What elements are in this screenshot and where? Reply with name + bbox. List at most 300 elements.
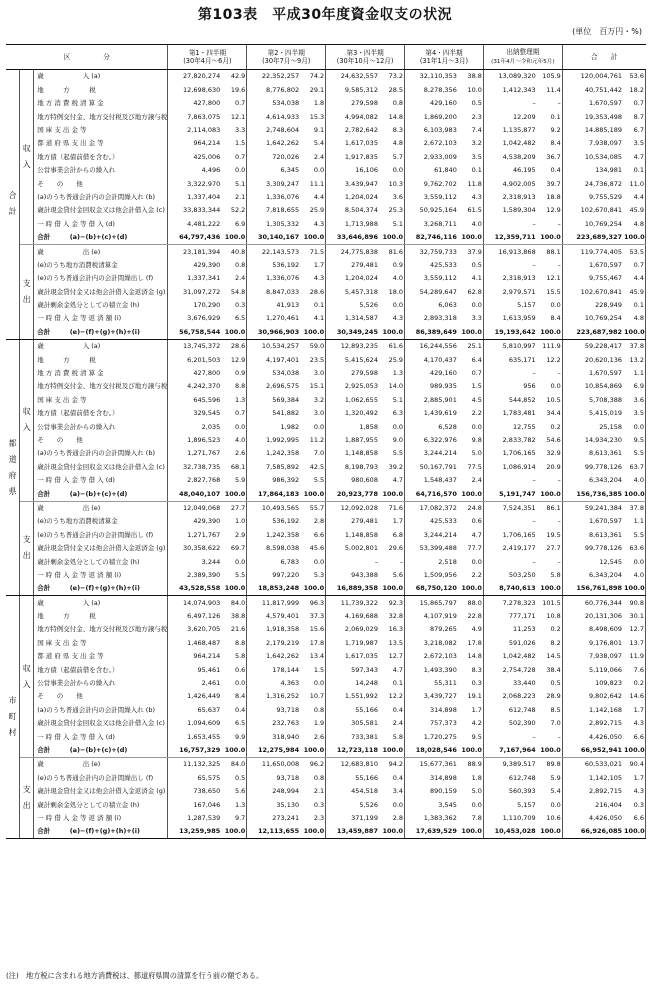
row-label: 歳計現金貸付金又は他会計借入金返済金 (g): [34, 785, 168, 798]
percent-cell: 0.0: [458, 420, 484, 433]
amount-cell: 120,004,761: [580, 72, 623, 81]
percent-cell: 96.3: [300, 596, 326, 610]
percent-cell: 13.4: [300, 650, 326, 663]
amount-cell: 5,526: [359, 301, 378, 310]
amount-cell: 16,913,868: [498, 247, 536, 256]
percent-cell: 1.7: [623, 703, 645, 716]
percent-cell: 5.9: [537, 771, 563, 784]
percent-cell: 77.5: [458, 460, 484, 473]
footnote: (注) 地方税に含まれる地方消費税は、都道府県間の清算を行う前の額である。: [6, 971, 264, 980]
percent-cell: 0.0: [300, 555, 326, 568]
amount-cell: 1,653,455: [187, 732, 221, 741]
section-label: 収 入: [20, 596, 34, 758]
amount-cell: 23,181,394: [183, 247, 221, 256]
percent-cell: 61.5: [458, 204, 484, 217]
percent-cell: 63.7: [623, 460, 645, 473]
amount-cell: 68,750,120: [405, 582, 458, 596]
percent-cell: 8.3: [458, 663, 484, 676]
amount-cell: 3,620,705: [187, 625, 221, 634]
table-row: [6, 596, 646, 610]
amount-cell: 156,736,385: [562, 487, 623, 501]
header-q5: 出納整理期 (31年4月〜令和元年5月): [483, 45, 562, 70]
amount-cell: 4,426,050: [588, 732, 623, 741]
percent-cell: 4.4: [623, 272, 645, 285]
amount-cell: 14,934,230: [584, 435, 623, 444]
amount-cell: 11,253: [512, 625, 536, 634]
percent-cell: 5.1: [379, 393, 405, 406]
percent-cell: 3.2: [300, 393, 326, 406]
section-label: 支 出: [20, 245, 34, 340]
row-label: (e)のうち普通会計内の会計間繰出し (f): [34, 272, 168, 285]
table-row: [6, 528, 646, 541]
amount-cell: 1,917,835: [344, 152, 378, 161]
amount-cell: 279,481: [351, 260, 378, 269]
amount-cell: 5,157: [517, 301, 536, 310]
table-row: [6, 515, 646, 528]
amount-cell: 591,026: [508, 638, 536, 647]
percent-cell: 2.4: [300, 150, 326, 163]
percent-cell: 3.3: [458, 312, 484, 325]
amount-cell: 2,782,642: [344, 126, 378, 134]
row-label: 地方特例交付金、地方交付税及び地方譲与税: [34, 623, 168, 636]
amount-cell: 4,579,401: [266, 612, 300, 621]
amount-cell: 429,160: [429, 99, 457, 108]
amount-cell: 33,440: [512, 679, 536, 688]
amount-cell: 46,195: [512, 166, 536, 175]
row-label: 地 方 消 費 税 清 算 金: [34, 367, 168, 380]
table-row: [6, 177, 646, 190]
amount-cell: 16,757,329: [168, 744, 221, 758]
percent-cell: 1.8: [300, 97, 326, 110]
amount-cell: 329,545: [193, 409, 221, 418]
row-label: 歳計現金貸付金回収金又は他会計借入金 (c): [34, 460, 168, 473]
percent-cell: 81.6: [379, 245, 405, 259]
row-label: 公営事業会計からの繰入れ: [34, 164, 168, 177]
percent-cell: 100.0: [300, 825, 326, 839]
table-row: [6, 353, 646, 366]
percent-cell: 13.2: [623, 353, 645, 366]
percent-cell: 42.5: [300, 460, 326, 473]
percent-cell: 42.9: [221, 70, 247, 84]
percent-cell: 1.7: [300, 258, 326, 271]
percent-cell: 0.4: [537, 164, 563, 177]
percent-cell: 15.5: [537, 285, 563, 298]
table-row: [6, 474, 646, 487]
amount-cell: 5,157: [517, 800, 536, 809]
percent-cell: 59.0: [300, 339, 326, 353]
percent-cell: 4.2: [458, 717, 484, 730]
amount-cell: 5,191,747: [483, 487, 536, 501]
percent-cell: 37.8: [623, 339, 645, 353]
table-row: [6, 272, 646, 285]
percent-cell: 0.0: [379, 798, 405, 811]
amount-cell: 7,278,323: [502, 598, 536, 607]
percent-cell: 28.9: [537, 690, 563, 703]
percent-cell: 96.2: [300, 757, 326, 771]
amount-cell: 1,062,655: [344, 395, 378, 404]
amount-cell: 1,642,262: [266, 652, 300, 661]
row-label: 歳 出 (e): [34, 501, 168, 515]
percent-cell: 3.6: [623, 393, 645, 406]
amount-cell: 30,966,903: [247, 325, 300, 339]
percent-cell: 8.2: [537, 636, 563, 649]
amount-cell: 5,526: [359, 800, 378, 809]
amount-cell: 35,130: [276, 800, 300, 809]
percent-cell: 100.0: [623, 744, 645, 758]
row-label: 地 方 消 費 税 清 算 金: [34, 97, 168, 110]
amount-cell: 60,776,344: [584, 598, 623, 607]
amount-cell: 102,670,841: [580, 206, 623, 215]
percent-cell: 69.7: [221, 542, 247, 555]
table-row: [6, 798, 646, 811]
amount-cell: 102,670,841: [580, 287, 623, 296]
amount-cell: 318,940: [272, 732, 300, 741]
amount-cell: 8,278,356: [423, 85, 457, 94]
amount-cell: 279,598: [351, 369, 378, 378]
header-q1: 第1・四半期 (30年4月〜6月): [168, 45, 247, 70]
amount-cell: 1,094,609: [187, 719, 221, 728]
percent-cell: 100.0: [221, 487, 247, 501]
percent-cell: 0.0: [300, 677, 326, 690]
percent-cell: 38.8: [458, 70, 484, 84]
percent-cell: 100.0: [623, 231, 645, 245]
percent-cell: 100.0: [379, 487, 405, 501]
percent-cell: 71.5: [300, 245, 326, 259]
amount-cell: 1,706,165: [502, 530, 536, 539]
amount-cell: 757,373: [429, 719, 457, 728]
percent-cell: 0.0: [458, 555, 484, 568]
amount-cell: 4,994,082: [344, 112, 378, 121]
table-row: [6, 568, 646, 581]
percent-cell: 5.4: [537, 785, 563, 798]
percent-cell: 100.0: [458, 487, 484, 501]
percent-cell: 5.6: [221, 785, 247, 798]
amount-cell: 30,358,622: [183, 544, 221, 553]
amount-cell: 1,271,767: [187, 530, 221, 539]
amount-cell: 6,103,983: [423, 126, 457, 134]
amount-cell: 1,337,404: [187, 192, 221, 201]
percent-cell: 3.0: [300, 407, 326, 420]
percent-cell: 36.7: [537, 150, 563, 163]
table-row: [6, 204, 646, 217]
row-label: 歳 入 (a): [34, 339, 168, 353]
amount-cell: 597,343: [351, 665, 378, 674]
percent-cell: 5.0: [458, 785, 484, 798]
amount-cell: 429,160: [429, 369, 457, 378]
percent-cell: 1.3: [221, 393, 247, 406]
section-label: 収 入: [20, 70, 34, 245]
percent-cell: 0.1: [537, 110, 563, 123]
amount-cell: 612,748: [508, 773, 536, 782]
percent-cell: 6.9: [221, 217, 247, 230]
amount-cell: 10,769,254: [584, 314, 623, 323]
amount-cell: 8,740,613: [483, 582, 536, 596]
amount-cell: 216,404: [595, 800, 623, 809]
percent-cell: 1.5: [300, 663, 326, 676]
percent-cell: 4.7: [379, 474, 405, 487]
amount-cell: 7,938,097: [588, 652, 623, 661]
amount-cell: 1,670,597: [588, 260, 623, 269]
amount-cell: 13,745,372: [183, 342, 221, 351]
percent-cell: 17.8: [300, 636, 326, 649]
percent-cell: 5.5: [221, 568, 247, 581]
percent-cell: 4.4: [300, 191, 326, 204]
amount-cell: 12,359,711: [483, 231, 536, 245]
percent-cell: 3.0: [300, 367, 326, 380]
amount-cell: 9,762,702: [423, 179, 457, 188]
amount-cell: 5,415,624: [344, 355, 378, 364]
percent-cell: 7.0: [300, 447, 326, 460]
amount-cell: 2,748,604: [266, 126, 300, 134]
amount-cell: 93,718: [276, 773, 300, 782]
table-row: [6, 717, 646, 730]
amount-cell: 6,345: [280, 166, 300, 175]
percent-cell: 2.1: [221, 191, 247, 204]
table-row: [6, 367, 646, 380]
percent-cell: 6.9: [623, 380, 645, 393]
amount-cell: 1,135,877: [502, 126, 536, 134]
amount-cell: 10,854,869: [584, 382, 623, 391]
amount-cell: 24,632,557: [340, 72, 378, 81]
percent-cell: 0.4: [221, 703, 247, 716]
percent-cell: 0.3: [623, 798, 645, 811]
amount-cell: 3,439,947: [344, 179, 378, 188]
table-row: [6, 730, 646, 743]
amount-cell: 1,337,341: [187, 274, 221, 283]
percent-cell: 10.8: [537, 610, 563, 623]
table-row: [6, 70, 646, 84]
percent-cell: 9.5: [623, 434, 645, 447]
row-label: (e)のうち地方消費税清算金: [34, 515, 168, 528]
percent-cell: 8.7: [623, 110, 645, 123]
amount-cell: 3,218,082: [423, 638, 457, 647]
percent-cell: 2.9: [221, 528, 247, 541]
percent-cell: 0.0: [623, 420, 645, 433]
amount-cell: –: [532, 517, 536, 526]
percent-cell: 0.5: [458, 97, 484, 110]
row-label: 歳 入 (a): [34, 596, 168, 610]
percent-cell: 5.5: [623, 528, 645, 541]
amount-cell: 12,723,118: [326, 744, 379, 758]
row-label: 都 道 府 県 支 出 金 等: [34, 137, 168, 150]
amount-cell: 27,820,274: [183, 72, 221, 81]
percent-cell: 100.0: [300, 582, 326, 596]
table-row: [6, 110, 646, 123]
amount-cell: 503,250: [508, 570, 536, 579]
amount-cell: 1,918,358: [266, 625, 300, 634]
amount-cell: 5,002,801: [344, 544, 378, 553]
cash-flow-table: [6, 44, 646, 839]
percent-cell: 9.1: [300, 124, 326, 137]
amount-cell: 12,545: [599, 557, 623, 566]
percent-cell: –: [379, 555, 405, 568]
table-row: [6, 690, 646, 703]
amount-cell: 1,336,076: [266, 274, 300, 283]
amount-cell: 1,270,461: [266, 314, 300, 323]
percent-cell: 0.1: [623, 164, 645, 177]
percent-cell: 1.0: [221, 515, 247, 528]
percent-cell: 10.6: [537, 811, 563, 824]
percent-cell: 0.1: [300, 299, 326, 312]
percent-cell: –: [537, 367, 563, 380]
amount-cell: 64,716,570: [405, 487, 458, 501]
percent-cell: 2.4: [221, 272, 247, 285]
amount-cell: 1,042,482: [502, 652, 536, 661]
amount-cell: 1,887,955: [344, 435, 378, 444]
header-q3: 第3・四半期 (30年10月〜12月): [326, 45, 405, 70]
percent-cell: 0.0: [379, 420, 405, 433]
percent-cell: 4.3: [458, 191, 484, 204]
row-label: 一 時 借 入 金 等 借 入 (d): [34, 217, 168, 230]
percent-cell: 4.8: [379, 137, 405, 150]
percent-cell: 10.5: [537, 393, 563, 406]
percent-cell: 63.6: [623, 542, 645, 555]
amount-cell: 65,575: [197, 773, 221, 782]
percent-cell: 100.0: [221, 231, 247, 245]
percent-cell: 3.5: [458, 150, 484, 163]
percent-cell: 0.0: [537, 299, 563, 312]
amount-cell: 2,389,390: [187, 570, 221, 579]
percent-cell: 100.0: [300, 744, 326, 758]
percent-cell: 25.9: [300, 204, 326, 217]
amount-cell: 248,994: [272, 787, 300, 796]
amount-cell: 720,026: [272, 152, 300, 161]
amount-cell: 425,006: [193, 152, 221, 161]
percent-cell: 11.4: [537, 83, 563, 96]
percent-cell: 25.3: [379, 204, 405, 217]
amount-cell: 11,132,325: [183, 760, 221, 769]
percent-cell: 100.0: [537, 325, 563, 339]
amount-cell: 17,864,183: [247, 487, 300, 501]
amount-cell: 1,042,482: [502, 139, 536, 148]
table-row: [6, 501, 646, 515]
amount-cell: 2,672,103: [423, 652, 457, 661]
amount-cell: 8,504,374: [344, 206, 378, 215]
percent-cell: 0.8: [221, 258, 247, 271]
amount-cell: 4,614,933: [266, 112, 300, 121]
percent-cell: 0.4: [379, 771, 405, 784]
percent-cell: 5.1: [221, 177, 247, 190]
amount-cell: 178,144: [272, 665, 300, 674]
percent-cell: 4.0: [458, 217, 484, 230]
amount-cell: 1,383,362: [423, 813, 457, 822]
amount-cell: 33,833,344: [183, 206, 221, 215]
amount-cell: 19,193,642: [483, 325, 536, 339]
amount-cell: 11,739,322: [340, 598, 378, 607]
amount-cell: 1,316,252: [266, 692, 300, 701]
percent-cell: 74.2: [300, 70, 326, 84]
row-label: 一 時 借 入 金 等 返 済 額 (i): [34, 811, 168, 824]
amount-cell: 1,426,449: [187, 692, 221, 701]
percent-cell: 54.8: [221, 285, 247, 298]
percent-cell: 5.1: [379, 217, 405, 230]
amount-cell: 2,114,083: [187, 126, 221, 134]
percent-cell: 8.8: [221, 636, 247, 649]
percent-cell: 0.8: [300, 703, 326, 716]
amount-cell: 32,759,733: [419, 247, 457, 256]
percent-cell: 84.0: [221, 596, 247, 610]
group-label: 都 道 府 県: [6, 339, 20, 595]
amount-cell: 4,170,437: [423, 355, 457, 364]
amount-cell: 55,166: [355, 705, 378, 714]
amount-cell: 33,646,896: [326, 231, 379, 245]
amount-cell: 3,244,214: [423, 530, 457, 539]
percent-cell: 0.0: [379, 299, 405, 312]
amount-cell: 2,925,053: [344, 382, 378, 391]
amount-cell: 2,827,768: [187, 476, 221, 485]
percent-cell: 4.8: [623, 217, 645, 230]
amount-cell: 32,738,735: [183, 462, 221, 471]
percent-cell: 38.4: [537, 663, 563, 676]
percent-cell: 100.0: [300, 231, 326, 245]
percent-cell: 5.6: [379, 568, 405, 581]
amount-cell: 8,498,609: [588, 625, 623, 634]
row-label: 一 時 借 入 金 等 返 済 額 (i): [34, 312, 168, 325]
percent-cell: 28.6: [300, 285, 326, 298]
percent-cell: 3.3: [221, 124, 247, 137]
amount-cell: 3,322,970: [187, 179, 221, 188]
percent-cell: 1.1: [623, 515, 645, 528]
row-label: 歳計現金貸付金又は他会計借入金返済金 (g): [34, 542, 168, 555]
amount-cell: 4,363: [280, 679, 300, 688]
amount-cell: 2,696,575: [266, 382, 300, 391]
amount-cell: 5,457,318: [344, 287, 378, 296]
amount-cell: 1,896,523: [187, 435, 221, 444]
row-label: (e)のうち地方消費税清算金: [34, 258, 168, 271]
percent-cell: 100.0: [537, 825, 563, 839]
row-label: 地方特例交付金、地方交付税及び地方譲与税: [34, 380, 168, 393]
row-label: そ の 他: [34, 177, 168, 190]
percent-cell: 0.8: [379, 97, 405, 110]
percent-cell: 90.8: [623, 596, 645, 610]
amount-cell: 1,142,168: [588, 705, 623, 714]
amount-cell: 16,244,556: [419, 342, 457, 351]
amount-cell: 95,461: [197, 665, 221, 674]
table-row: [6, 542, 646, 555]
table-row: [6, 771, 646, 784]
row-label: そ の 他: [34, 690, 168, 703]
amount-cell: 5,119,066: [588, 665, 623, 674]
amount-cell: 10,453,028: [483, 825, 536, 839]
table-row: [6, 811, 646, 824]
table-row: [6, 420, 646, 433]
percent-cell: 25.9: [379, 353, 405, 366]
table-row: [6, 312, 646, 325]
amount-cell: 167,046: [193, 800, 221, 809]
percent-cell: 15.3: [300, 110, 326, 123]
table-row: [6, 447, 646, 460]
percent-cell: 4.7: [458, 528, 484, 541]
amount-cell: 964,214: [193, 139, 221, 148]
percent-cell: –: [537, 217, 563, 230]
percent-cell: 100.0: [458, 582, 484, 596]
percent-cell: 0.0: [623, 555, 645, 568]
percent-cell: 1.7: [623, 771, 645, 784]
percent-cell: 92.3: [379, 596, 405, 610]
amount-cell: 17,639,529: [405, 825, 458, 839]
percent-cell: 14.6: [623, 690, 645, 703]
percent-cell: 15.6: [300, 623, 326, 636]
amount-cell: 536,192: [272, 260, 300, 269]
percent-cell: 4.3: [300, 217, 326, 230]
row-label: 合計 (e)−(f)+(g)+(h)+(i): [34, 582, 168, 596]
row-label: 合計 (a)−(b)+(c)+(d): [34, 231, 168, 245]
amount-cell: 6,497,126: [187, 612, 221, 621]
percent-cell: 0.9: [221, 367, 247, 380]
amount-cell: 997,220: [272, 570, 300, 579]
amount-cell: 1,613,959: [502, 314, 536, 323]
amount-cell: 8,847,033: [266, 287, 300, 296]
